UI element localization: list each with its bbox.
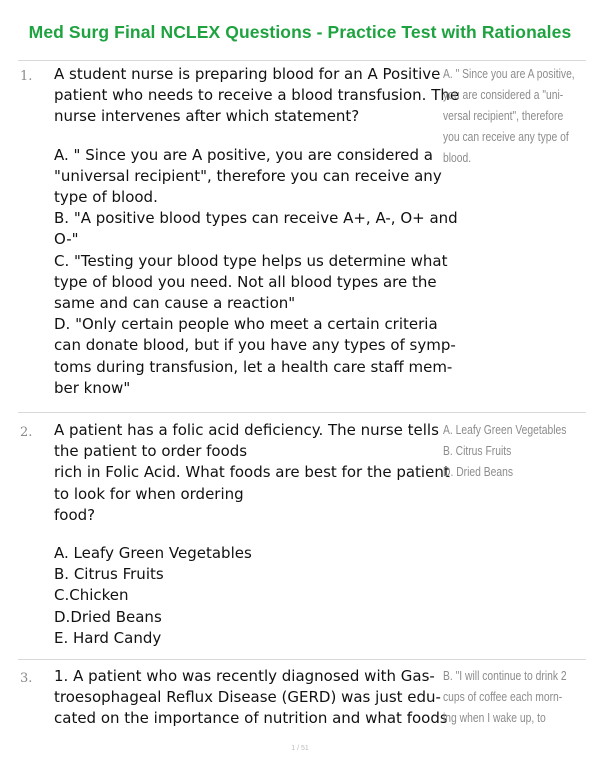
question-number: 2. — [20, 425, 33, 440]
option-line: type of blood you need. Not all blood types are the — [54, 272, 437, 291]
divider — [18, 60, 586, 61]
question-number: 1. — [20, 69, 33, 84]
answer-line: ing when I wake up, to — [443, 711, 546, 725]
answer-line: you can receive any type of — [443, 130, 569, 144]
stem-line: nurse intervenes after which statement? — [54, 107, 360, 126]
option-line: B. "A positive blood types can receive A+, A-, O+ and — [54, 209, 458, 228]
option-line: A. " Since you are A positive, you are considered a — [54, 145, 433, 164]
stem-line: A student nurse is preparing blood for an A Positive — [54, 65, 441, 83]
question-1-body — [54, 64, 460, 399]
option-line: E. Hard Candy — [54, 628, 162, 647]
question-2-answer — [443, 420, 567, 483]
answer-line: A. " Since you are A positive, — [443, 67, 575, 81]
option-line: can donate blood, but if you have any types of symp- — [54, 336, 456, 355]
option-line: ber know" — [54, 378, 131, 397]
answer-line: D. Dried Beans — [443, 465, 514, 479]
question-3-answer — [443, 666, 567, 729]
stem-line: to look for when ordering — [54, 484, 244, 503]
stem-line: the patient to order foods — [54, 442, 248, 461]
question-number: 3. — [20, 671, 33, 686]
stem-line: 1. A patient who was recently diagnosed with Gas- — [54, 667, 435, 685]
option-line: A. Leafy Green Vegetables — [54, 544, 252, 563]
option-line: D. "Only certain people who meet a certain criteria — [54, 315, 438, 334]
stem-line: patient who needs to receive a blood transfusion. The — [54, 86, 460, 105]
answer-line: versal recipient", therefore — [443, 109, 564, 123]
option-line: type of blood. — [54, 188, 158, 207]
option-line: C.Chicken — [54, 586, 129, 605]
answer-line: you are considered a "uni- — [443, 88, 564, 102]
answer-line: A. Leafy Green Vegetables — [443, 423, 567, 437]
option-line: toms during transfusion, let a health care staff mem- — [54, 357, 453, 376]
option-line: D.Dried Beans — [54, 607, 162, 626]
stem-line: cated on the importance of nutrition and what foods — [54, 709, 448, 728]
option-line: "universal recipient", therefore you can receive any — [54, 166, 442, 185]
option-line: O-" — [54, 230, 79, 249]
stem-line: A patient has a folic acid deficiency. The nurse tells — [54, 421, 439, 439]
stem-line: food? — [54, 505, 96, 524]
question-1-answer — [443, 64, 575, 169]
answer-line: cups of coffee each morn- — [443, 690, 563, 704]
option-line: C. "Testing your blood type helps us determine what — [54, 251, 448, 270]
page-title: Med Surg Final NCLEX Questions - Practice Test with Rationales — [28, 22, 572, 42]
option-line: same and can cause a reaction" — [54, 294, 296, 313]
stem-line: rich in Folic Acid. What foods are best for the patient — [54, 463, 450, 482]
stem-line: troesophageal Reflux Disease (GERD) was just edu- — [54, 688, 441, 707]
page-number: 1 / 51 — [291, 745, 309, 752]
option-line: B. Citrus Fruits — [54, 565, 164, 584]
divider — [18, 659, 586, 660]
answer-line: blood. — [443, 151, 472, 165]
question-3-body — [54, 666, 448, 730]
question-2-body — [54, 420, 450, 649]
answer-line: B. "I will continue to drink 2 — [443, 669, 567, 683]
divider — [18, 412, 586, 413]
answer-line: B. Citrus Fruits — [443, 444, 512, 458]
